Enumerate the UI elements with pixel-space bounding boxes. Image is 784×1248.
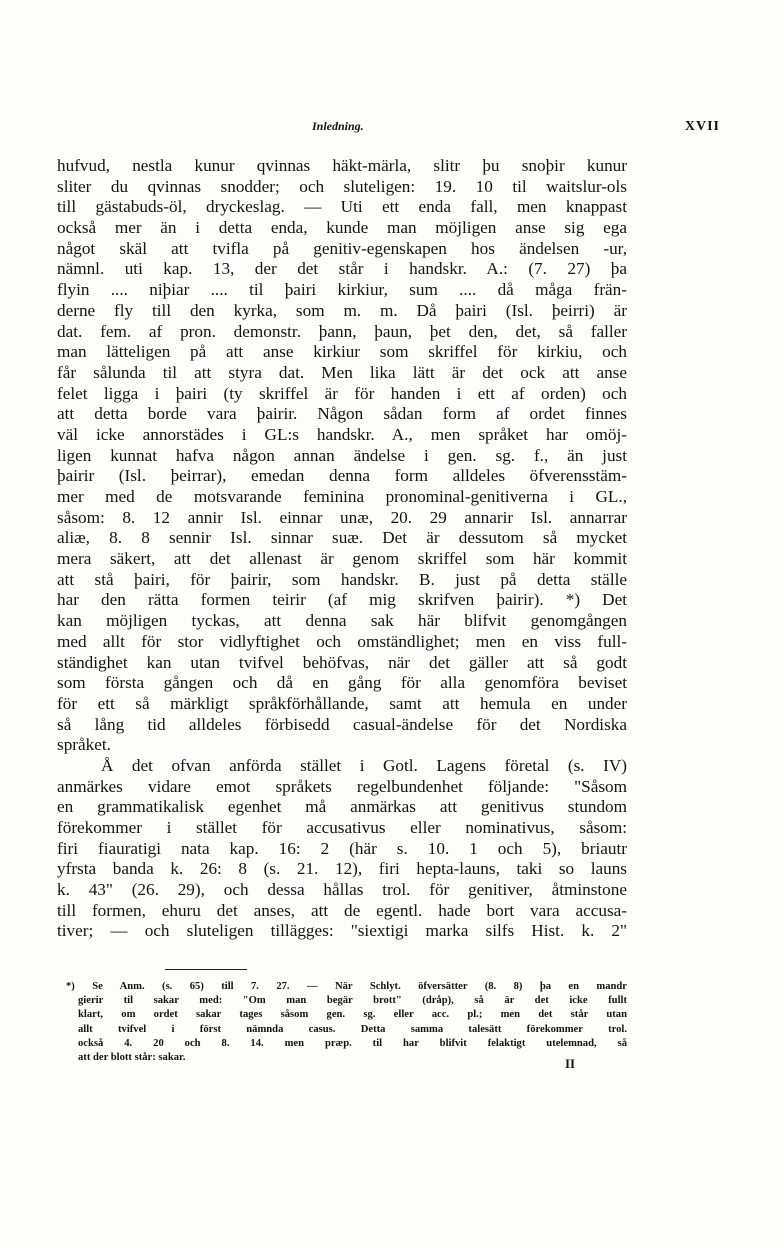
text-line: språket.	[57, 735, 111, 755]
text-line: firi fiauratigi nata kap. 16: 2 (här s. 10. 1 och 5), briautr	[57, 838, 627, 858]
text-line: þairir (Isl. þeirrar), emedan denna form alldeles öfverensstäm-	[57, 466, 627, 486]
footnote-line: allt tvifvel i först nämnda casus. Detta samma talesätt förekommer trol.	[78, 1023, 627, 1035]
text-line: som första gången och då en gång för alla genomföra beviset	[57, 673, 627, 693]
text-line: har den rätta formen teirir (af mig skrifven þairir). *) Det	[57, 590, 627, 610]
footnote-line: klart, om ordet sakar tages såsom gen. sg. eller acc. pl.; men det står utan	[78, 1009, 627, 1021]
text-line: något skäl att tvifla på genitiv-egenskapen hos ändelsen -ur,	[57, 238, 627, 258]
text-line: ligen kunnat hafva någon annan ändelse i gen. sg. f., än just	[57, 445, 627, 465]
footnote-line: att der blott står: sakar.	[78, 1051, 186, 1063]
text-line: till gästabuds-öl, dryckeslag. — Uti ett enda fall, men knappast	[57, 197, 627, 217]
text-line: yfrsta banda k. 26: 8 (s. 21. 12), firi hepta-launs, taki so launs	[57, 859, 627, 879]
text-line: derne fly till den kyrka, som m. m. Då þairi (Isl. þeirri) är	[57, 300, 627, 320]
text-line: tiver; — och sluteligen tillägges: "siextigi marka silfs Hist. k. 2"	[57, 921, 627, 941]
page-header	[60, 119, 720, 139]
text-line: att stå þairi, för þairir, som handskr. B. just på detta ställe	[57, 569, 627, 589]
text-line: mer med de motsvarande feminina pronominal-genitiverna i GL.,	[57, 487, 627, 506]
text-line: Å det ofvan anförda stället i Gotl. Lagens företal (s. IV)	[101, 755, 627, 775]
text-line: också mer än i detta enda, kunde man möjligen anse sig ega	[57, 218, 627, 238]
main-text	[57, 156, 627, 942]
running-title: Inledning.	[312, 119, 364, 133]
text-line: kan möjligen tyckas, att denna sak här blifvit genomgången	[57, 611, 627, 631]
text-line: att detta borde vara þairir. Någon sådan form af ordet finnes	[57, 404, 627, 424]
text-line: för ett så märkligt språkförhållande, samt att hemula en under	[57, 693, 627, 713]
text-line: till formen, ehuru det anses, att de egentl. hade bort vara accusa-	[57, 900, 627, 920]
text-line: förekommer i stället för accusativus eller nominativus, såsom:	[57, 818, 627, 837]
footnote	[66, 980, 627, 1065]
text-line: får sålunda til att styra dat. Men lika lätt är det ock att anse	[57, 362, 627, 382]
text-line: dat. fem. af pron. demonstr. þann, þaun, þet den, det, så faller	[57, 321, 627, 341]
text-line: så lång tid alldeles förbisedd casual-ändelse för det Nordiska	[57, 714, 627, 734]
footnote-line: *) Se Anm. (s. 65) till 7. 27. — När Schlyt. öfversätter (8. 8) þa en mandr	[66, 981, 627, 992]
footnote-line: gierir til sakar med: "Om man begär brott" (dråp), så är det icke fullt	[78, 995, 627, 1007]
text-line: en grammatikalisk egenhet må anmärkas att genitivus stundom	[57, 797, 627, 817]
text-line: med allt för stor vidlyftighet och omständlighet; men en viss full-	[57, 631, 627, 651]
text-line: k. 43" (26. 29), och dessa hållas trol. för genitiver, åtminstone	[57, 880, 627, 900]
text-line: man lätteligen på att anse kirkiur som skriffel för kirkiu, och	[57, 342, 627, 362]
text-line: nämnl. uti kap. 13, der det står i handskr. A.: (7. 27) þa	[57, 259, 627, 279]
text-line: hufvud, nestla kunur qvinnas häkt-märla, slitr þu snoþir kunur	[57, 156, 627, 175]
signature-mark: II	[565, 1056, 576, 1071]
text-line: anmärkes vidare emot språkets regelbundenhet följande: "Såsom	[57, 776, 627, 796]
text-line: felet ligga i þairi (ty skriffel är för handen i ett af orden) och	[57, 383, 627, 403]
text-line: flyin .... niþiar .... til þairi kirkiur, sum .... då måga frän-	[57, 280, 627, 300]
text-line: såsom: 8. 12 annir Isl. einnar unæ, 20. 29 annarir Isl. annarrar	[57, 507, 627, 527]
page-number: XVII	[684, 119, 720, 134]
text-line: aliæ, 8. 8 sennir Isl. sinnar suæ. Det är dessutom så mycket	[57, 528, 627, 548]
footnote-divider	[165, 969, 247, 970]
text-line: ständighet kan utan tvifvel behöfvas, när det gäller att så godt	[57, 652, 627, 672]
text-line: väl icke annorstädes i GL:s handskr. A., men språket har omöj-	[57, 424, 627, 444]
text-line: mera säkert, att det allenast är genom skriffel som här kommit	[57, 549, 627, 569]
footnote-line: också 4. 20 och 8. 14. men præp. til har blifvit felaktigt utelemnad, så	[78, 1037, 627, 1049]
text-line: sliter du qvinnas snodder; och sluteligen: 19. 10 til waitslur-ols	[57, 176, 627, 196]
